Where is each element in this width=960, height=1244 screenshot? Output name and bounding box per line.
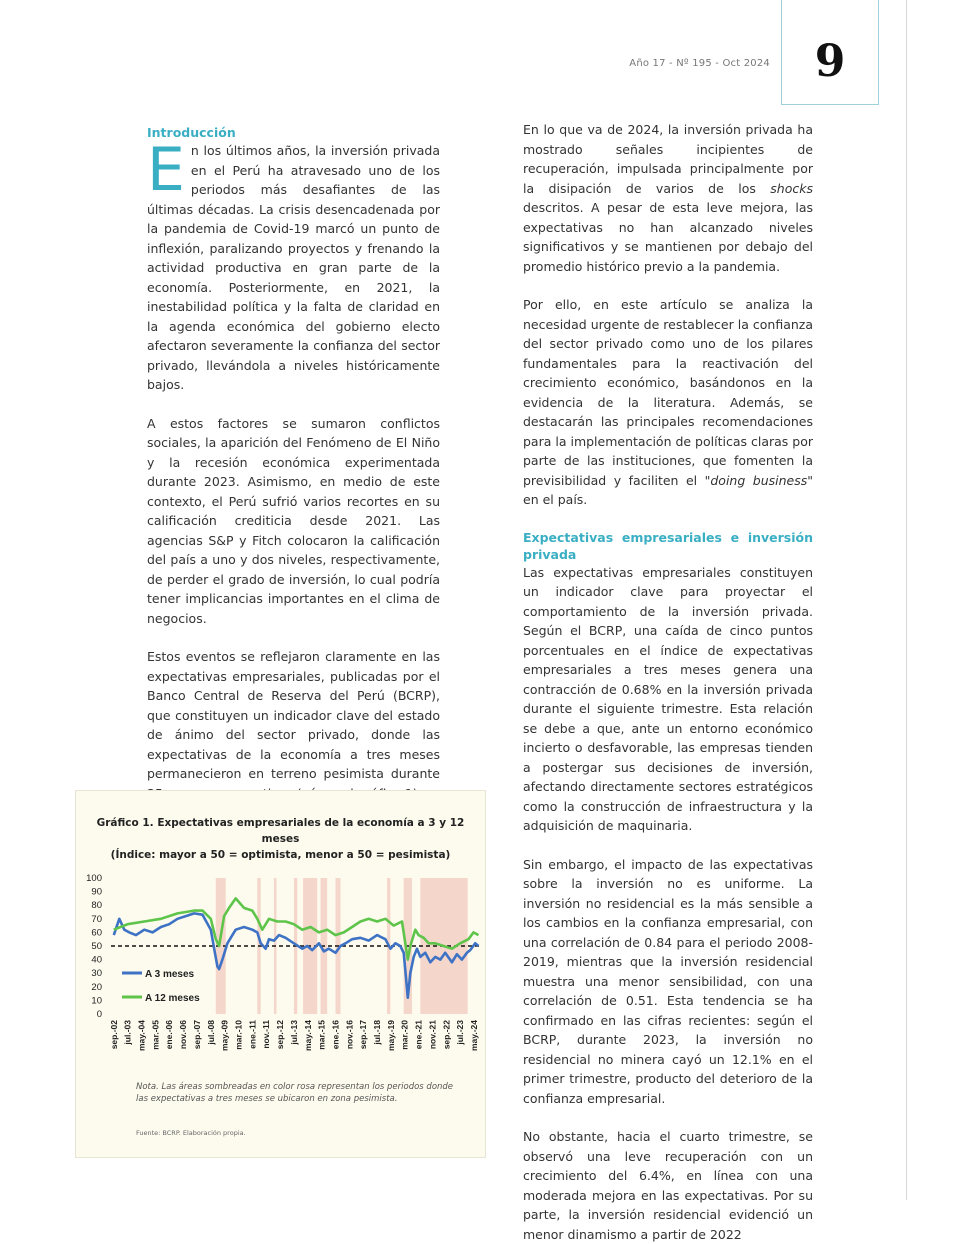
x-tick-label: nov.-11 [261,1020,272,1049]
paragraph-2024 [523,120,813,276]
x-tick-label: sep.-02 [108,1020,119,1050]
paragraph-impact: Sin embargo, el impacto de las expectativas sobre la inversión no es uniforme. La inversión no residencial es la más sensible a los cambios en la confianza empresarial, con una correlación de 0.84 para el periodo 2008-2019, mientras que la inversión residencial muestra una menor sensibilidad, con una correlación de 0.51. Esta tendencia se ha confirmado en las cifras recientes: según el BCRP, durante 2023, la inversión no residencial no minera cayó un 12.1% en el primer trimestre, producto del deterioro de la confianza empresarial. [523,856,813,1106]
x-tick-label: jul.-18 [372,1020,383,1045]
chart-title-line1: Gráfico 1. Expectativas empresariales de la economía a 3 y 12 meses [96,817,465,845]
chart-note: Nota. Las áreas sombreadas en color rosa representan los periodos donde las expectativas a tres meses se ubicaron en zona pesimista. [136,1082,454,1104]
x-tick-label: jul.-23 [455,1020,466,1045]
x-tick-label: ene.-11 [247,1020,258,1049]
section-title-expectations: Expectativas empresariales e inversión privada [523,529,813,562]
p2-text-b: " en el país. [523,472,813,507]
chart-figure [75,790,486,1158]
legend-label: A 3 meses [145,969,195,980]
y-tick-label: 50 [91,941,102,952]
x-tick-label: may.-19 [385,1020,396,1052]
x-tick-label: ene.-06 [164,1020,175,1050]
x-tick-label: mar.-15 [316,1020,327,1050]
y-tick-label: 40 [91,954,102,966]
p1-text-b: descritos. A pesar de esta leve mejora, las expectativas no han alcanzado niveles significativos y se mantienen por debajo del promedio histórico previo a la pandemia. [523,200,813,274]
p1-text-a: En lo que va de 2024, la inversión privada ha mostrado señales incipientes de recuperación, impulsada principalmente por la disipación de varios de los [523,122,813,196]
x-tick-label: ene.-16 [330,1020,341,1050]
page-number-box [781,0,879,105]
line-chart [76,791,485,1081]
paragraph-factors: A estos factores se sumaron conflictos sociales, la aparición del Fenómeno de El Niño y la recesión económica experimentada durante 2023. Asimismo, en medio de este contexto, el Perú sufrió varios recortes en su calificación crediticia desde 2021. Las agencias S&P y Fitch colocaron la calificación del país a uno y dos niveles, respectivamente, de perder el grado de inversión, lo cual podría tener implicancias importantes en el clima de negocios. [147,415,440,626]
x-tick-label: jul.-08 [205,1020,216,1045]
x-tick-label: jul.-13 [288,1020,299,1045]
chart-source: Fuente: BCRP. Elaboración propia. [136,1129,246,1137]
y-tick-label: 0 [96,1009,102,1020]
left-column [147,124,440,803]
x-tick-label: mar.-20 [399,1020,410,1050]
y-tick-label: 30 [91,968,102,980]
x-tick-label: ene.-21 [413,1020,424,1050]
intro-paragraph [147,135,440,395]
x-tick-label: mar.-05 [150,1020,161,1050]
x-tick-label: sep.-17 [358,1020,369,1050]
y-tick-label: 10 [91,995,102,1007]
x-tick-label: sep.-07 [191,1020,202,1050]
x-tick-label: may.-04 [136,1020,147,1052]
x-tick-label: nov.-16 [344,1020,355,1050]
y-tick-label: 90 [91,886,102,898]
y-tick-label: 20 [91,981,102,993]
x-tick-label: may.-24 [469,1020,480,1052]
x-tick-label: sep.-12 [275,1020,286,1050]
x-tick-label: may.-09 [219,1020,230,1052]
x-tick-label: sep.-22 [441,1020,452,1050]
x-tick-label: mar.-10 [233,1020,244,1050]
paragraph-expectations: Las expectativas empresariales constituyen un indicador clave para proyectar el comportamiento de la inversión privada. Según el BCRP, una caída de cinco puntos porcentuales en el índice de expectativas empresariales a tres meses genera una contracción de 0.68% en la inversión privada durante el siguiente trimestre. Esta relación se debe a que, ante un entorno económico incierto o desfavorable, las empresas tienden a postergar sus decisiones de inversión, afectando directamente sectores estratégicos como la construcción de infraestructura y la adquisición de maquinaria. [523,564,813,833]
chart-title-line2: (Índice: mayor a 50 = optimista, menor a 50 = pesimista) [110,849,451,861]
p1-italic: shocks [770,180,813,196]
x-tick-label: may.-14 [302,1020,313,1052]
drop-cap: E [147,135,185,205]
y-tick-label: 70 [91,913,102,925]
paragraph-events: Estos eventos se reflejaron claramente en las expectativas empresariales, publicadas por el Banco Central de Reserva del Perú (BCRP), que constituyen un indicador clave del estado de ánimo del sector privado, donde las expectativas de la economía a tres meses permanecieron en terreno pesimista durante [147,649,440,781]
y-tick-label: 80 [91,900,102,912]
section-title-intro: Introducción [147,125,236,140]
intro-text: n los últimos años, la inversión privada en el Perú ha atravesado uno de los periodos más desafiantes de las últimas décadas. La crisis desencadenada por la pandemia de Covid-19 marcó un punto de inflexión, paralizando proyectos y frenando la actividad productiva en gran parte de la economía. Posteriormente, en 2021, la inestabilidad política y la falta de claridad en la agenda económica del gobierno electo afectaron severamente la confianza del sector privado, llevándola a niveles históricamente bajos. [147,143,440,392]
paragraph-purpose [523,295,813,510]
right-column [523,120,813,1244]
x-tick-label: nov.-21 [427,1020,438,1050]
p2-italic: doing business [710,472,808,488]
page-edge-rule [906,0,907,1200]
x-tick-label: jul.-03 [122,1020,133,1045]
page-number: 9 [814,36,846,87]
y-tick-label: 60 [91,927,102,939]
x-tick-label: nov.-06 [178,1020,189,1050]
paragraph-recovery: No obstante, hacia el cuarto trimestre, se observó una leve recuperación con un crecimiento del 6.4%, en línea con una moderada mejora en las expectativas. Por su parte, la inversión residencial evidenció un menor dinamismo a partir de 2022 [523,1129,813,1242]
legend-label: A 12 meses [145,993,200,1004]
issue-info: Año 17 - Nº 195 - Oct 2024 [629,58,770,69]
y-tick-label: 100 [86,873,102,884]
p2-text-a: Por ello, en este artículo se analiza la necesidad urgente de restablecer la confianza del sector privado como uno de los pilares fundamentales para la reactivación del crecimiento económico, basándonos en la evidencia de la literatura. Además, se destacarán las principales recomendaciones para la implementación de políticas claras por parte de las instituciones, que fomenten la previsibilidad y faciliten el " [523,297,813,488]
